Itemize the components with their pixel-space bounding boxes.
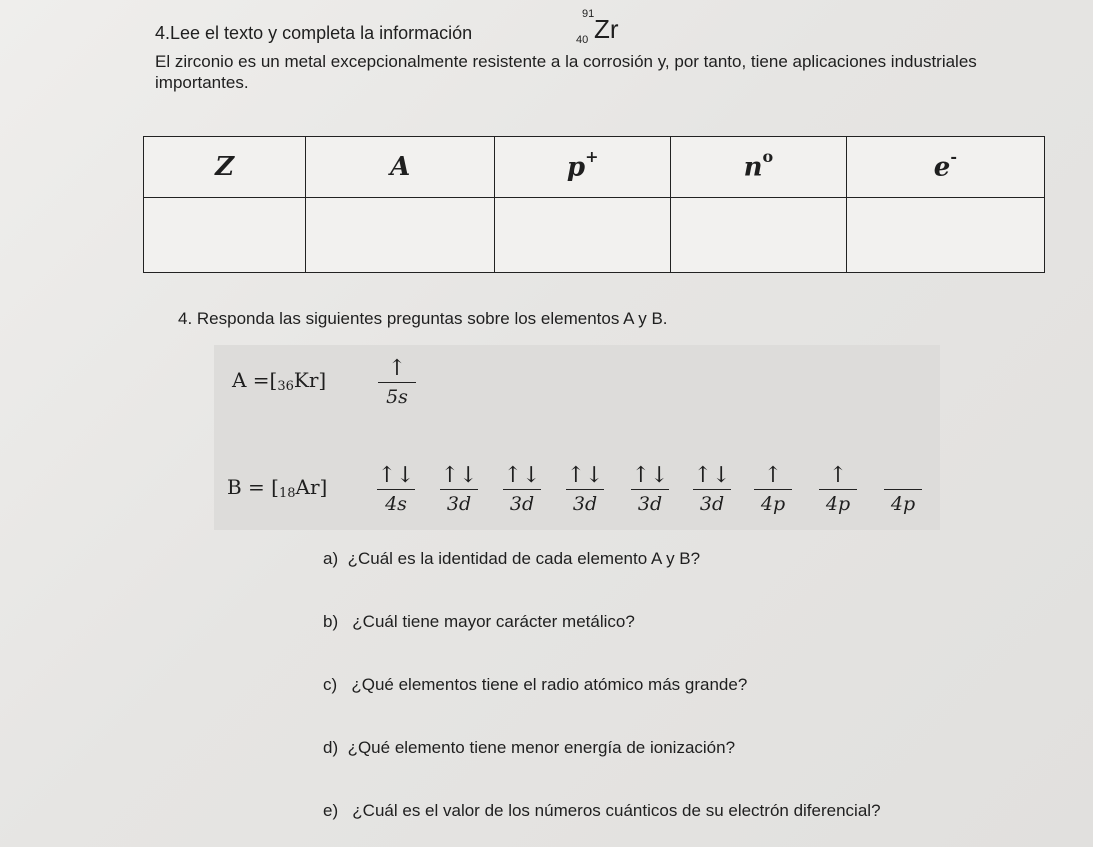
question-b-label: b) xyxy=(323,612,339,631)
orbital-b-6: ↑↓ 3d xyxy=(693,463,731,515)
question-d-label: d) xyxy=(323,738,339,757)
question-a-label: a) xyxy=(323,549,339,568)
orbital-b-5: ↑↓ 3d xyxy=(631,463,669,515)
question-a xyxy=(323,549,700,569)
section-title-text: 4.Lee el texto y completa la información xyxy=(155,22,473,43)
question-c xyxy=(323,675,747,695)
header-a: A xyxy=(306,137,495,198)
question-e xyxy=(323,801,881,821)
question-e-text: ¿Cuál es el valor de los números cuánticos de su electrón diferencial? xyxy=(352,801,881,820)
question-a-text: ¿Cuál es la identidad de cada elemento A y B? xyxy=(347,549,701,568)
question-c-text: ¿Qué elementos tiene el radio atómico más grande? xyxy=(351,675,748,694)
cell-protons[interactable] xyxy=(495,198,671,273)
question-c-label: c) xyxy=(323,675,338,694)
question-b xyxy=(323,612,635,632)
config-b-label: $B = [_{18}Ar]$ xyxy=(227,475,328,501)
config-a-label: $A =[_{36}Kr]$ xyxy=(232,368,327,394)
header-z: Z xyxy=(144,137,306,198)
isotope-atomic-number: 40 xyxy=(576,34,589,46)
question-d-text: ¿Qué elemento tiene menor energía de ionización? xyxy=(347,738,736,757)
orbital-b-2: ↑↓ 3d xyxy=(440,463,478,515)
orbital-b-4: ↑↓ 3d xyxy=(566,463,604,515)
cell-z[interactable] xyxy=(144,198,306,273)
cell-a[interactable] xyxy=(306,198,495,273)
isotope-data-table xyxy=(143,136,1045,273)
question-e-label: e) xyxy=(323,801,339,820)
isotope-notation xyxy=(568,8,638,48)
cell-neutrons[interactable] xyxy=(671,198,847,273)
orbital-b-7: ↑ 4p xyxy=(750,463,796,515)
question4-title: 4. Responda las siguientes preguntas sobre los elementos A y B. xyxy=(178,309,668,328)
question-d xyxy=(323,738,735,758)
header-protons: p+ xyxy=(495,137,671,198)
orbital-b-3: ↑↓ 3d xyxy=(503,463,541,515)
intro-text: El zirconio es un metal excepcionalmente resistente a la corrosión y, por tanto, tiene aplicaciones industriales importantes. xyxy=(155,52,977,92)
question-b-text: ¿Cuál tiene mayor carácter metálico? xyxy=(352,612,635,631)
header-electrons: e- xyxy=(846,137,1044,198)
orbital-a-5s: ↑ 5s xyxy=(374,356,420,408)
isotope-symbol: Zr xyxy=(594,14,619,44)
table-header-row xyxy=(144,137,1045,198)
section-title xyxy=(155,22,472,44)
orbital-b-9: 4p xyxy=(880,463,926,515)
header-neutrons: $n^o$ xyxy=(671,137,847,198)
table-row xyxy=(144,198,1045,273)
orbital-b-8: ↑ 4p xyxy=(815,463,861,515)
isotope-mass-number: 91 xyxy=(582,8,595,20)
cell-electrons[interactable] xyxy=(846,198,1044,273)
orbital-b-1: ↑↓ 4s xyxy=(377,463,415,515)
